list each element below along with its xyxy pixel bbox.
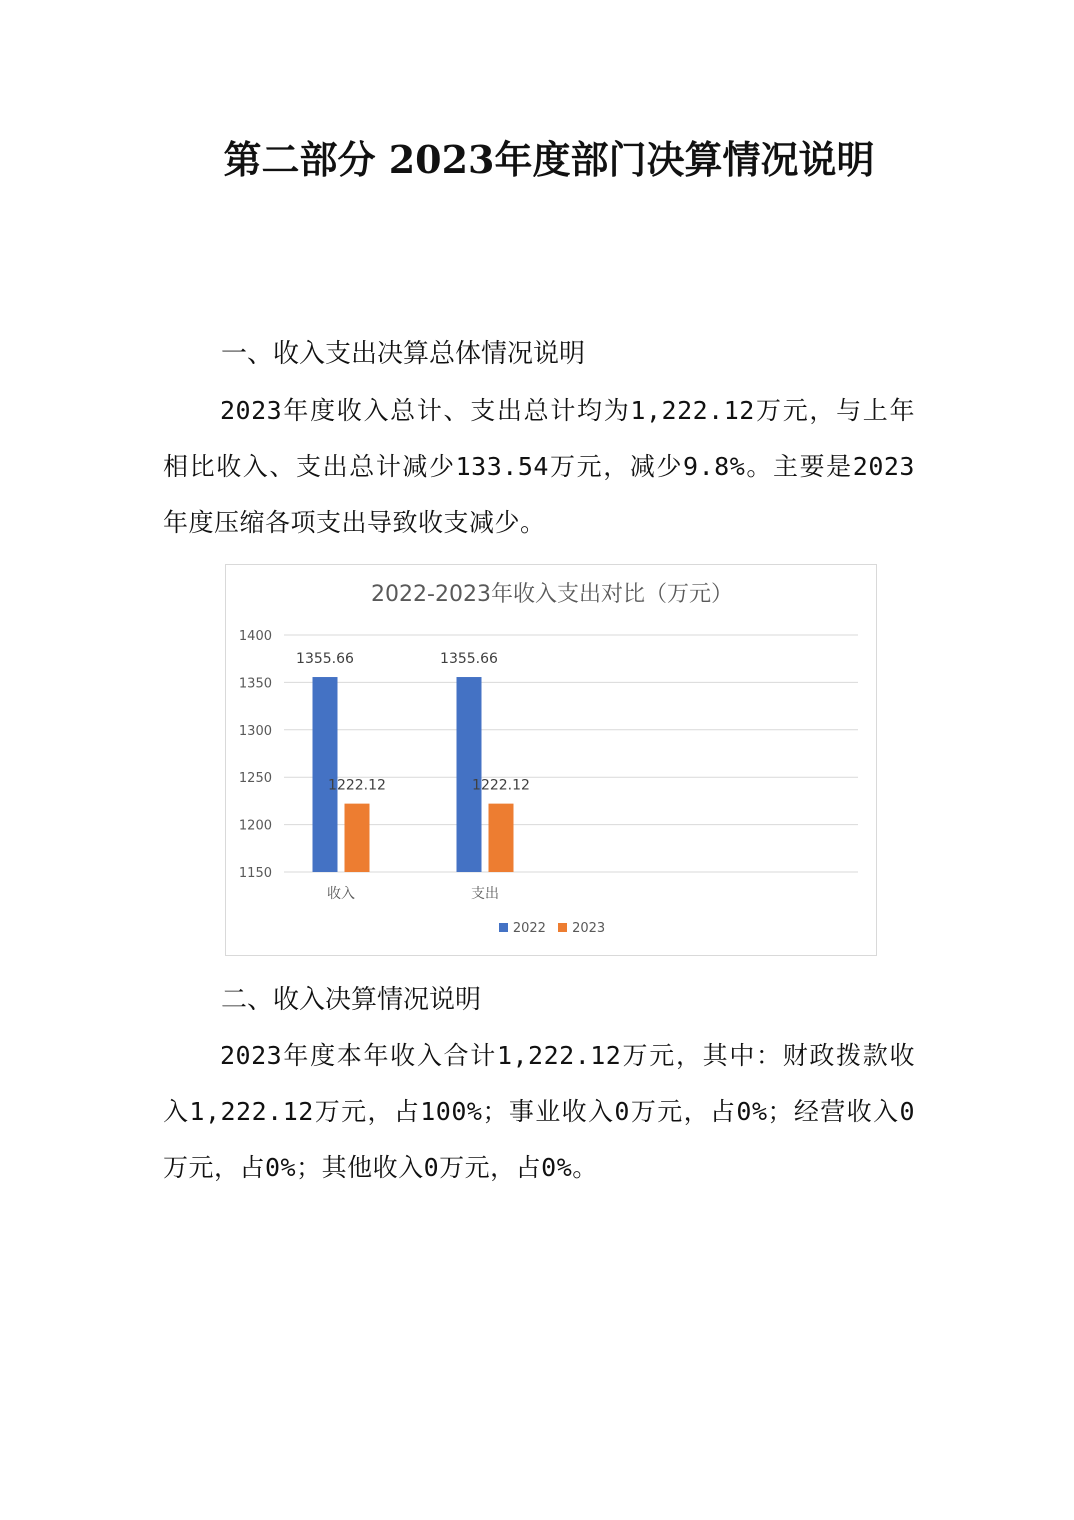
data-label: 1355.66 bbox=[296, 651, 354, 668]
legend-swatch-2022 bbox=[499, 923, 508, 932]
page-title: 第二部分 2023年度部门决算情况说明 bbox=[223, 137, 875, 182]
legend-item-2022 bbox=[499, 921, 546, 936]
y-tick-label: 1150 bbox=[238, 866, 272, 881]
y-tick-label: 1300 bbox=[238, 723, 272, 739]
bar-2023-0 bbox=[345, 804, 370, 872]
income-expense-chart bbox=[225, 564, 877, 956]
x-tick-label: 收入 bbox=[327, 886, 355, 902]
section1-heading: 一、收入支出决算总体情况说明 bbox=[221, 339, 586, 369]
data-label: 1222.12 bbox=[328, 777, 386, 794]
y-tick-label: 1250 bbox=[238, 771, 272, 787]
section1-paragraph: 2023年度收入总计、支出总计均为1,222.12万元，与上年相比收入、支出总计减少133.54万元，减少9.8%。主要是2023年度压缩各项支出导致收支减少。 bbox=[163, 396, 915, 537]
y-tick-label: 1400 bbox=[238, 629, 272, 644]
data-label: 1222.12 bbox=[472, 777, 530, 794]
x-tick-label: 支出 bbox=[471, 886, 499, 902]
legend-swatch-2023 bbox=[558, 923, 567, 932]
section2-paragraph: 2023年度本年收入合计1,222.12万元，其中：财政拨款收入1,222.12万元，占100%；事业收入0万元，占0%；经营收入0万元，占0%；其他收入0万元，占0%。 bbox=[163, 1041, 915, 1182]
data-label: 1355.66 bbox=[440, 651, 498, 668]
bar-2022-1 bbox=[457, 677, 482, 872]
chart-plot bbox=[226, 565, 878, 957]
chart-legend bbox=[226, 921, 878, 936]
legend-label-2023: 2023 bbox=[572, 921, 606, 936]
y-tick-label: 1200 bbox=[238, 818, 272, 834]
bar-2023-1 bbox=[489, 804, 514, 872]
y-tick-label: 1350 bbox=[238, 676, 272, 692]
legend-item-2023 bbox=[558, 921, 605, 936]
legend-label-2022: 2022 bbox=[512, 921, 546, 936]
chart-title: 2022-2023年收入支出对比（万元） bbox=[371, 582, 733, 607]
section2-heading: 二、收入决算情况说明 bbox=[221, 985, 482, 1015]
bar-2022-0 bbox=[313, 677, 338, 872]
